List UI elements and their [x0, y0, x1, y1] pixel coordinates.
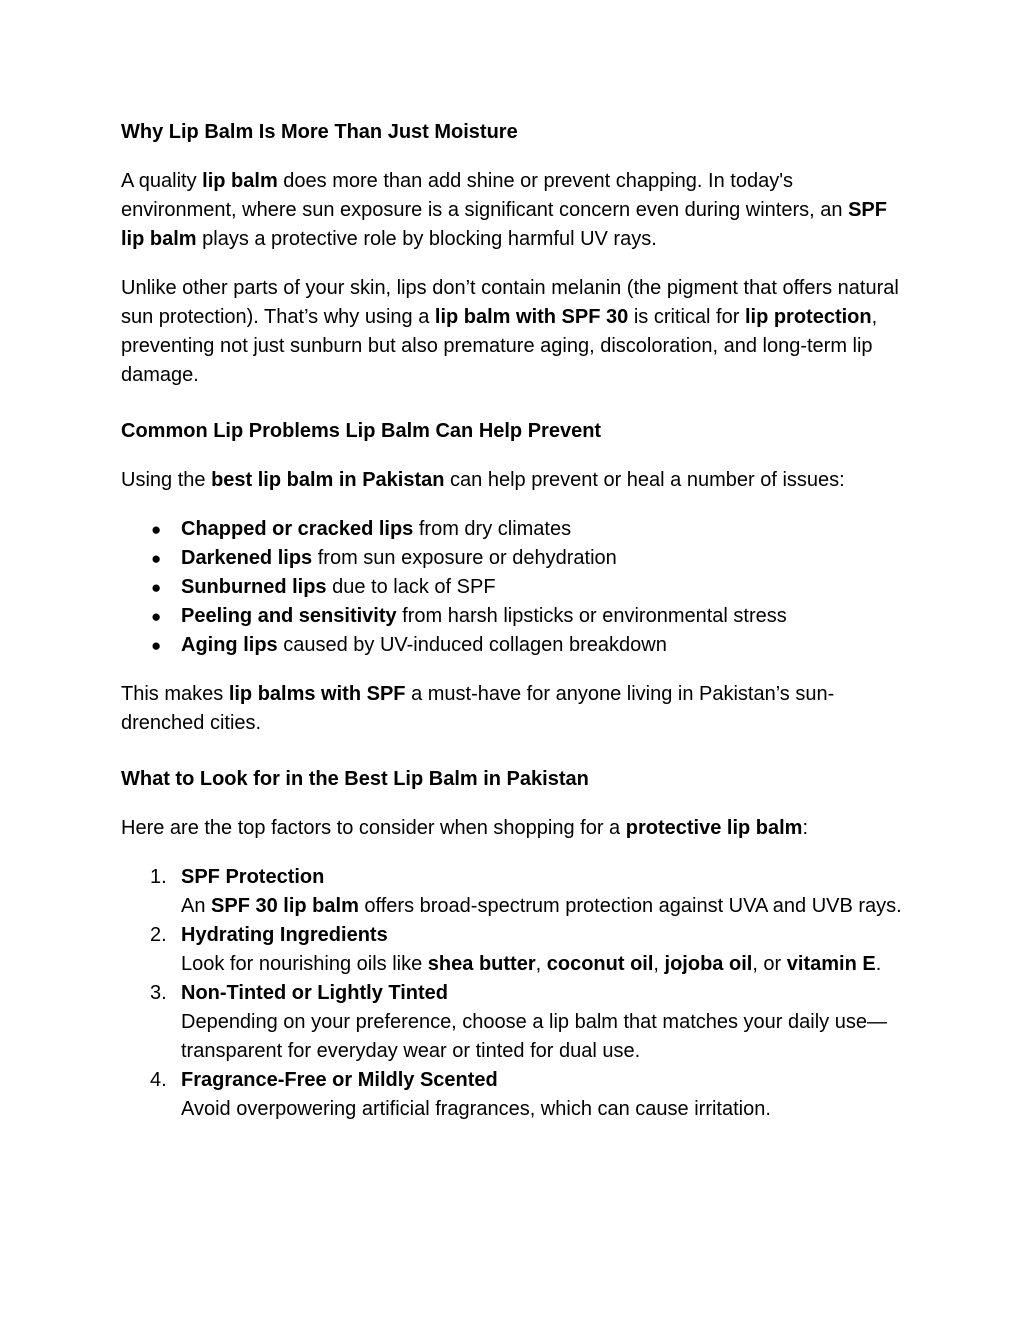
bullet-glyph: ● [151, 578, 162, 597]
bullet-glyph: ● [151, 607, 162, 626]
list-number: 2. [150, 924, 167, 946]
factor-title: Non-Tinted or Lightly Tinted [181, 982, 449, 1004]
paragraph-melanin: Unlike other parts of your skin, lips don’t contain melanin (the pigment that offers natural sun protection). That’s why using a lip balm with SPF 30 is critical for lip protection, preventing not just sunburn but also premature aging, discoloration, and long-term lip damage. [121, 277, 899, 386]
section-heading-common-problems: Common Lip Problems Lip Balm Can Help Prevent [121, 420, 602, 442]
document-page [121, 118, 911, 1124]
problems-list [121, 515, 911, 660]
list-number: 1. [150, 866, 167, 888]
list-item: ● Peeling and sensitivity from harsh lipsticks or environmental stress [121, 602, 911, 631]
list-item [121, 863, 911, 921]
paragraph-must-have: This makes lip balms with SPF a must-have for anyone living in Pakistan’s sun-drenched cities. [121, 683, 835, 734]
section-heading-why-lip-balm: Why Lip Balm Is More Than Just Moisture [121, 121, 518, 143]
list-item [121, 921, 911, 979]
paragraph-top-factors: Here are the top factors to consider when shopping for a protective lip balm: [121, 817, 809, 839]
bullet-glyph: ● [151, 549, 162, 568]
factor-title: Hydrating Ingredients [181, 924, 388, 946]
factor-title: Fragrance-Free or Mildly Scented [181, 1069, 498, 1091]
bullet-glyph: ● [151, 520, 162, 539]
factor-description: An SPF 30 lip balm offers broad-spectrum protection against UVA and UVB rays. [181, 895, 902, 917]
list-number: 4. [150, 1069, 167, 1091]
factor-description: Avoid overpowering artificial fragrances, which can cause irritation. [181, 1098, 771, 1120]
list-item: ● Aging lips caused by UV-induced collagen breakdown [121, 631, 911, 660]
list-item: ● Darkened lips from sun exposure or dehydration [121, 544, 911, 573]
bullet-glyph: ● [151, 636, 162, 655]
list-item: ● Chapped or cracked lips from dry climates [121, 515, 911, 544]
factor-title: SPF Protection [181, 866, 325, 888]
factor-description: Look for nourishing oils like shea butter, coconut oil, jojoba oil, or vitamin E. [181, 953, 882, 975]
factors-list [121, 863, 911, 1124]
paragraph-quality-lip-balm: A quality lip balm does more than add shine or prevent chapping. In today's environment, where sun exposure is a significant concern even during winters, an SPF lip balm plays a protective role by blocking harmful UV rays. [121, 170, 887, 250]
paragraph-using-best-lip-balm: Using the best lip balm in Pakistan can help prevent or heal a number of issues: [121, 469, 845, 491]
list-item [121, 1066, 911, 1124]
list-number: 3. [150, 982, 167, 1004]
section-heading-what-to-look-for: What to Look for in the Best Lip Balm in Pakistan [121, 768, 589, 790]
factor-description: Depending on your preference, choose a lip balm that matches your daily use—transparent for everyday wear or tinted for dual use. [181, 1011, 887, 1062]
list-item: ● Sunburned lips due to lack of SPF [121, 573, 911, 602]
list-item [121, 979, 911, 1066]
